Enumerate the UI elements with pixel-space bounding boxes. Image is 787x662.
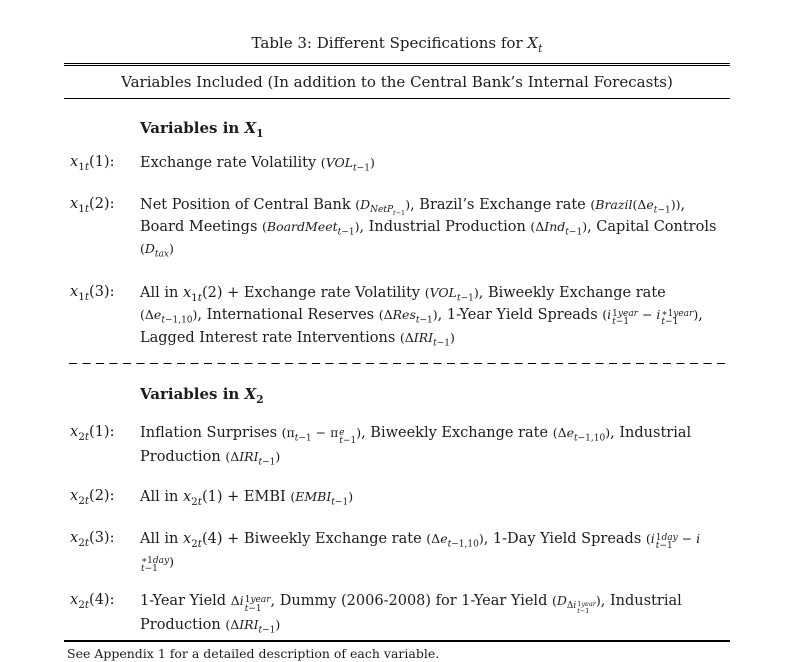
row-content: Exchange rate Volatility $(VOL_{t-1})$	[140, 154, 375, 173]
row-label: $x_{1t}(3)$:	[70, 283, 115, 303]
header-bottom-rule	[64, 98, 730, 99]
section-heading-x2: Variables in $X_2$	[140, 385, 264, 407]
section-heading-x1: Variables in $X_1$	[140, 118, 264, 140]
bottom-double-rule	[64, 640, 730, 643]
row-content: All in $x_{2t}(1)$ + EMBI $(EMBI_{t-1})$	[140, 488, 354, 508]
row-content: All in $x_{2t}(4)$ + Biweekly Exchange rate $(\Delta e_{t-1,10})$, 1-Day Yield Spreads (i 1day t−1 − i ∗1day t−1 )	[140, 530, 701, 575]
row-content: All in $x_{1t}(2)$ + Exchange rate Volatility $(VOL_{t-1})$, Biweekly Exchange rate $(\Delta e_{t-1,10})$, International Reserves (ΔRes$_{t-1}$), 1-Year Yield Spreads (i 1year t−1 − i ∗1year t−1 ), Lagged Interest rate Interventions $(\Delta IRI_{t-1})$	[140, 284, 703, 349]
row-label: $x_{2t}(1)$:	[70, 424, 115, 444]
section-divider-dashed-rule	[69, 363, 730, 365]
row-label: $x_{1t}(2)$:	[70, 195, 115, 215]
row-content: 1-Year Yield Δi 1year t−1 , Dummy (2006-2008) for 1-Year Yield ($D_{\Delta i 1year t-1}$ ), Industrial Production $(\Delta IRI_{t-1})$	[140, 592, 682, 636]
table-row-x2t3	[64, 528, 730, 574]
row-label: $x_{1t}(1)$:	[70, 153, 115, 173]
row-label: $x_{2t}(2)$:	[70, 487, 115, 507]
table-title: Table 3: Different Specifications for $X_t$	[251, 34, 543, 55]
table-row-x2t2	[64, 486, 730, 508]
table-row-x2t1	[64, 422, 730, 467]
row-label: $x_{2t}(4)$:	[70, 591, 115, 611]
table-row-x1t1	[64, 152, 730, 174]
row-content: Net Position of Central Bank $(D_{NetP_{t-1}})$, Brazil’s Exchange rate $(Brazil(\Delta e_{t-1}))$, Board Meetings (BoardMeet$_{t-1}$), Industrial Production (ΔInd$_{t-1}$), Capital Controls $(D_{tax})$	[140, 196, 717, 259]
table-footnote: See Appendix 1 for a detailed description of each variable.	[67, 646, 440, 662]
table-column-header: Variables Included (In addition to the Central Bank’s Internal Forecasts)	[121, 72, 673, 91]
row-label: $x_{2t}(3)$:	[70, 529, 115, 549]
table-row-x1t3	[64, 282, 730, 349]
table-row-x2t4	[64, 590, 730, 636]
table-row-x1t2	[64, 194, 730, 260]
row-content: Inflation Surprises ($\pi_{t-1} - \pi$ e t−1 ), Biweekly Exchange rate $(\Delta e_{t-1,10})$, Industrial Production $(\Delta IRI_{t-1})$	[140, 425, 692, 468]
table-3	[64, 0, 730, 662]
